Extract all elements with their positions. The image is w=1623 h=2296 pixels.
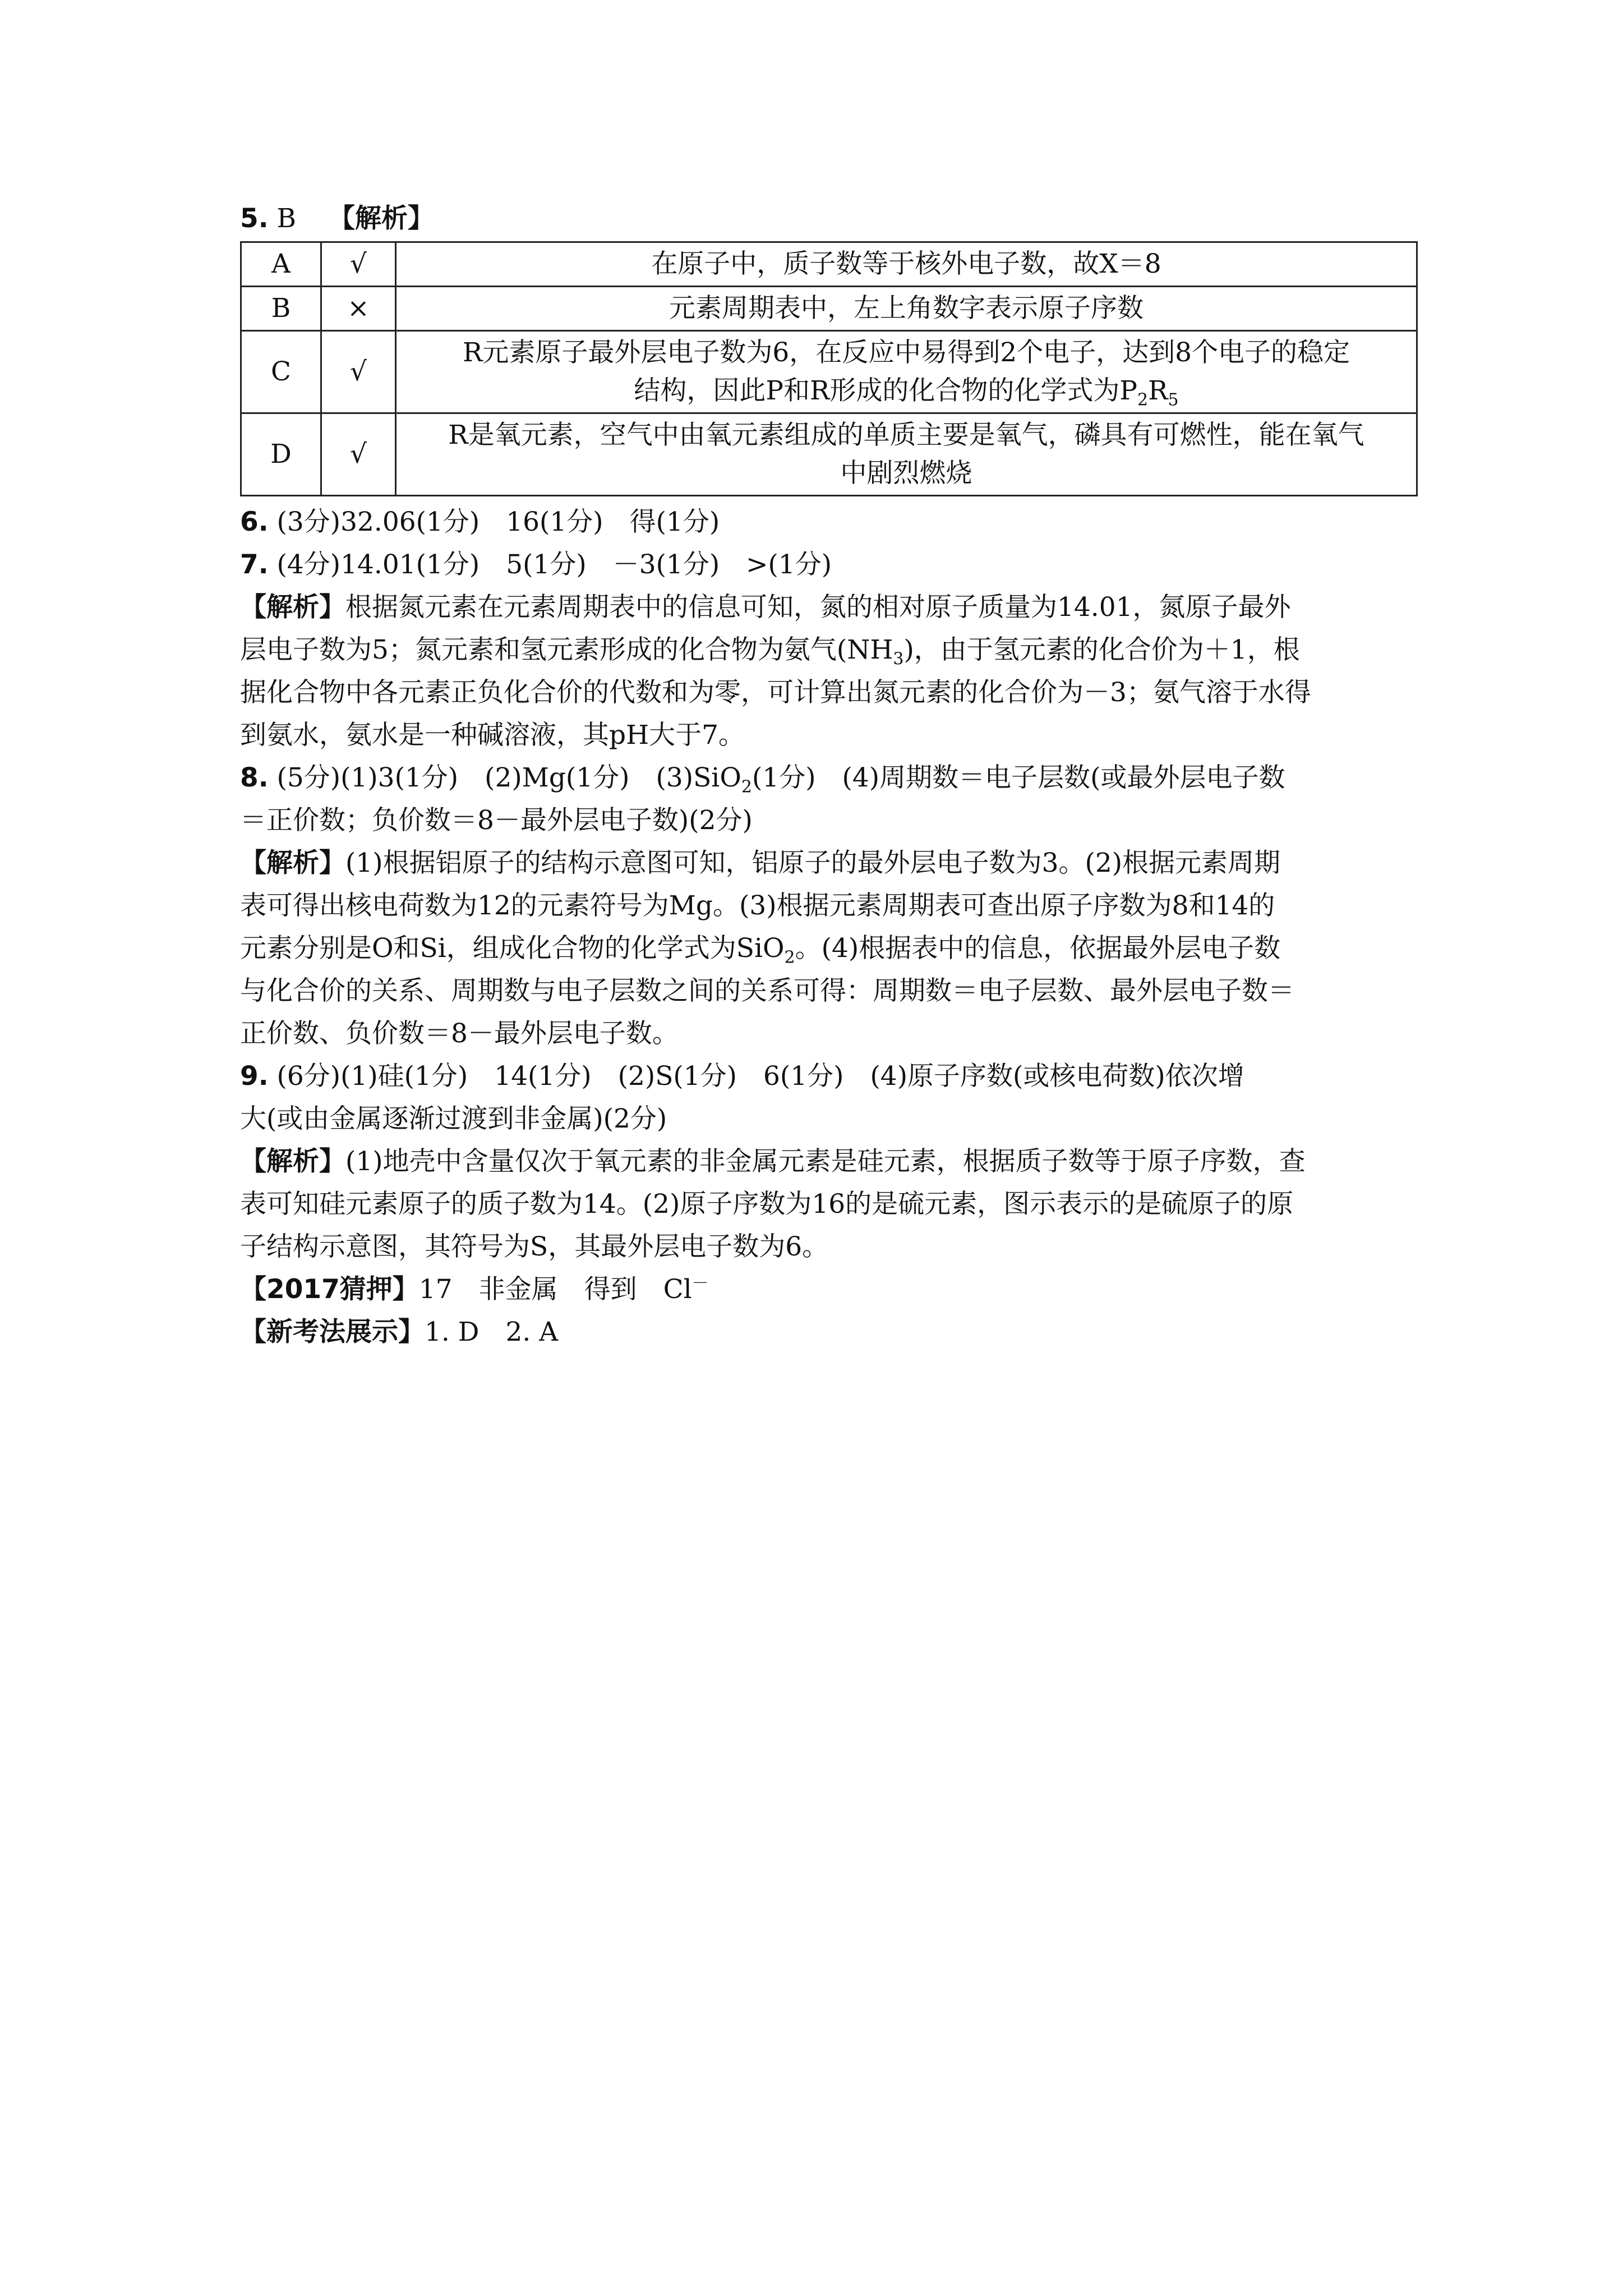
new-method-tag: 【新考法展示】 bbox=[240, 1317, 425, 1347]
table-row bbox=[241, 242, 1417, 287]
q8-analysis-line: 与化合价的关系、周期数与电子层数之间的关系可得：周期数＝电子层数、最外层电子数＝ bbox=[240, 976, 1294, 1006]
explanation-line: 中剧烈燃烧 bbox=[840, 458, 972, 489]
explanation-line: 结构，因此P和R形成的化合物的化学式为$P_2R_5$ bbox=[634, 375, 1179, 410]
guess-answer: 【2017猜押】17 非金属 得到 Cl－ bbox=[240, 1273, 709, 1305]
mark-cell: √ bbox=[321, 331, 396, 413]
option-cell: A bbox=[241, 242, 321, 287]
q8-number: 8. bbox=[240, 762, 269, 793]
q7-analysis-line: 层电子数为5；氮元素和氢元素形成的化合物为氨气$(NH_3)$，由于氢元素的化合价为＋1，根 bbox=[240, 634, 1300, 669]
new-method-answer: 【新考法展示】1. D 2. A bbox=[240, 1317, 559, 1347]
q5-heading bbox=[240, 197, 1418, 240]
q8-analysis-line: 正价数、负价数＝8－最外层电子数。 bbox=[240, 1018, 679, 1049]
q7-analysis-line: 到氨水，氨水是一种碱溶液，其pH大于7。 bbox=[240, 720, 745, 751]
q9-answer: 9. (6分)(1)硅(1分) 14(1分) (2)S(1分) 6(1分) (4)原子序数(或核电荷数)依次增 bbox=[240, 1061, 1244, 1092]
q9-analysis-line: 【解析】(1)地壳中含量仅次于氧元素的非金属元素是硅元素，根据质子数等于原子序数，查 bbox=[240, 1146, 1306, 1177]
q6-number: 6. bbox=[240, 507, 269, 537]
explanation-cell bbox=[396, 331, 1417, 413]
guess-tag: 【2017猜押】 bbox=[240, 1274, 419, 1305]
q5-number: 5. bbox=[240, 203, 269, 234]
q9-analysis-line: 表可知硅元素原子的质子数为14。(2)原子序数为16的是硫元素，图示表示的是硫原子的原 bbox=[240, 1189, 1294, 1220]
explanation-line: R元素原子最外层电子数为6，在反应中易得到2个电子，达到8个电子的稳定 bbox=[462, 337, 1350, 368]
mark-cell: √ bbox=[321, 413, 396, 496]
q8-answer-line: ＝正价数；负价数＝8－最外层电子数)(2分) bbox=[240, 805, 753, 836]
option-cell: D bbox=[241, 413, 321, 496]
q8-analysis-line: 【解析】(1)根据铝原子的结构示意图可知，铝原子的最外层电子数为3。(2)根据元素周期 bbox=[240, 848, 1281, 878]
explanation-line: R是氧元素，空气中由氧元素组成的单质主要是氧气，磷具有可燃性，能在氧气 bbox=[448, 420, 1364, 450]
q6-answer bbox=[240, 501, 1418, 544]
q5-analysis-table bbox=[240, 241, 1418, 496]
explanation-cell bbox=[396, 413, 1417, 496]
q8-analysis-line: 表可得出核电荷数为12的元素符号为Mg。(3)根据元素周期表可查出原子序数为8和14的 bbox=[240, 890, 1275, 921]
table-row bbox=[241, 413, 1417, 496]
answer-content bbox=[240, 197, 1418, 1354]
q7-analysis-line: 据化合物中各元素正负化合价的代数和为零，可计算出氮元素的化合价为－3；氨气溶于水得 bbox=[240, 677, 1311, 708]
q9-answer-line: 大(或由金属逐渐过渡到非金属)(2分) bbox=[240, 1103, 667, 1134]
q7-analysis-line: 【解析】根据氮元素在元素周期表中的信息可知，氮的相对原子质量为14.01，氮原子最外 bbox=[240, 592, 1291, 623]
explanation-cell: 在原子中，质子数等于核外电子数，故X＝8 bbox=[396, 242, 1417, 287]
q7-answer bbox=[240, 544, 1418, 586]
q5-answer: B bbox=[276, 203, 297, 234]
q7-text: (4分)14.01(1分) 5(1分) －3(1分) >(1分) bbox=[276, 549, 832, 580]
q8-answer: 8. (5分)(1)3(1分) (2)Mg(1分) (3)SiO$_2$(1分) (4)周期数＝电子层数(或最外层电子数 bbox=[240, 762, 1285, 797]
explanation-cell: 元素周期表中，左上角数字表示原子序数 bbox=[396, 287, 1417, 331]
q5-analysis-tag: 【解析】 bbox=[328, 203, 434, 234]
q9-analysis-tag: 【解析】 bbox=[240, 1146, 345, 1177]
option-cell: B bbox=[241, 287, 321, 331]
q7-number: 7. bbox=[240, 549, 269, 580]
q7-analysis-tag: 【解析】 bbox=[240, 592, 345, 623]
table-row bbox=[241, 331, 1417, 413]
mark-cell: × bbox=[321, 287, 396, 331]
q9-analysis-line: 子结构示意图，其符号为S，其最外层电子数为6。 bbox=[240, 1231, 829, 1262]
option-cell: C bbox=[241, 331, 321, 413]
table-row bbox=[241, 287, 1417, 331]
q8-analysis-tag: 【解析】 bbox=[240, 848, 345, 878]
q6-text: (3分)32.06(1分) 16(1分) 得(1分) bbox=[276, 507, 720, 537]
q8-analysis-line: 元素分别是O和Si，组成化合物的化学式为SiO$_2$。(4)根据表中的信息，依据最外层电子数 bbox=[240, 933, 1281, 968]
q9-number: 9. bbox=[240, 1061, 269, 1092]
mark-cell: √ bbox=[321, 242, 396, 287]
